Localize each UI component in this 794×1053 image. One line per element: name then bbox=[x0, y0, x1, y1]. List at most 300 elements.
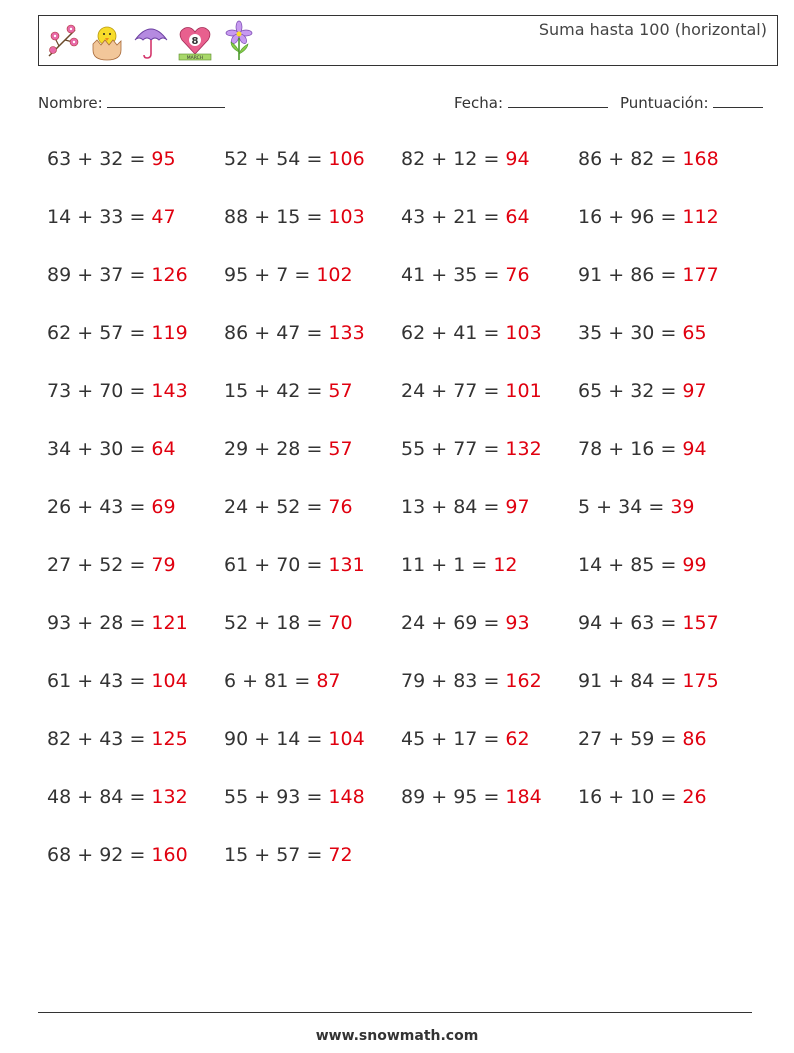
addend-a: 91 bbox=[578, 264, 603, 286]
addend-a: 5 bbox=[578, 496, 591, 518]
equals-sign: = bbox=[306, 612, 323, 634]
equals-sign: = bbox=[660, 438, 677, 460]
addend-a: 24 bbox=[401, 612, 426, 634]
addend-b: 33 bbox=[99, 206, 124, 228]
addend-a: 15 bbox=[224, 380, 249, 402]
addend-a: 6 bbox=[224, 670, 237, 692]
addend-b: 54 bbox=[276, 148, 301, 170]
equals-sign: = bbox=[129, 148, 146, 170]
answer: 104 bbox=[328, 728, 365, 750]
problem-item bbox=[224, 380, 353, 402]
problem-item bbox=[47, 786, 188, 808]
flower-branch-icon bbox=[45, 20, 81, 62]
answer: 112 bbox=[682, 206, 719, 228]
problem-item bbox=[578, 786, 707, 808]
addend-b: 63 bbox=[630, 612, 655, 634]
addend-a: 13 bbox=[401, 496, 426, 518]
equals-sign: = bbox=[660, 670, 677, 692]
chick-in-egg-icon bbox=[89, 20, 125, 62]
addend-b: 77 bbox=[453, 380, 478, 402]
heart-number: 8 bbox=[191, 36, 199, 47]
equals-sign: = bbox=[306, 322, 323, 344]
addend-b: 30 bbox=[630, 322, 655, 344]
plus-sign: + bbox=[431, 148, 448, 170]
problem-item bbox=[578, 670, 719, 692]
addend-b: 30 bbox=[99, 438, 124, 460]
problem-item bbox=[47, 554, 176, 576]
addend-b: 57 bbox=[99, 322, 124, 344]
equals-sign: = bbox=[483, 264, 500, 286]
plus-sign: + bbox=[608, 322, 625, 344]
addend-a: 86 bbox=[224, 322, 249, 344]
addend-b: 82 bbox=[630, 148, 655, 170]
equals-sign: = bbox=[306, 786, 323, 808]
score-line[interactable] bbox=[713, 93, 763, 108]
answer: 64 bbox=[505, 206, 530, 228]
addend-b: 93 bbox=[276, 786, 301, 808]
addend-a: 89 bbox=[47, 264, 72, 286]
header-icons bbox=[45, 20, 257, 64]
addend-a: 65 bbox=[578, 380, 603, 402]
plus-sign: + bbox=[608, 438, 625, 460]
addend-b: 81 bbox=[264, 670, 289, 692]
problem-item bbox=[401, 206, 530, 228]
answer: 76 bbox=[505, 264, 530, 286]
problem-item bbox=[224, 844, 353, 866]
answer: 104 bbox=[151, 670, 188, 692]
answer: 93 bbox=[505, 612, 530, 634]
plus-sign: + bbox=[431, 380, 448, 402]
problem-item bbox=[224, 554, 365, 576]
equals-sign: = bbox=[660, 728, 677, 750]
addend-b: 10 bbox=[630, 786, 655, 808]
addend-b: 43 bbox=[99, 728, 124, 750]
equals-sign: = bbox=[306, 206, 323, 228]
addend-a: 24 bbox=[224, 496, 249, 518]
answer: 103 bbox=[328, 206, 365, 228]
equals-sign: = bbox=[129, 554, 146, 576]
addend-b: 14 bbox=[276, 728, 301, 750]
problem-item bbox=[401, 728, 530, 750]
addend-a: 63 bbox=[47, 148, 72, 170]
date-label: Fecha: bbox=[454, 94, 504, 112]
equals-sign: = bbox=[129, 438, 146, 460]
score-field bbox=[620, 93, 763, 112]
addend-b: 85 bbox=[630, 554, 655, 576]
answer: 119 bbox=[151, 322, 188, 344]
answer: 148 bbox=[328, 786, 365, 808]
problem-item bbox=[47, 844, 188, 866]
plus-sign: + bbox=[77, 380, 94, 402]
answer: 86 bbox=[682, 728, 707, 750]
equals-sign: = bbox=[660, 322, 677, 344]
addend-b: 35 bbox=[453, 264, 478, 286]
answer: 131 bbox=[328, 554, 365, 576]
plus-sign: + bbox=[254, 148, 271, 170]
addend-a: 61 bbox=[224, 554, 249, 576]
answer: 47 bbox=[151, 206, 176, 228]
plus-sign: + bbox=[77, 206, 94, 228]
addend-b: 15 bbox=[276, 206, 301, 228]
plus-sign: + bbox=[431, 438, 448, 460]
addend-a: 91 bbox=[578, 670, 603, 692]
addend-b: 52 bbox=[276, 496, 301, 518]
addend-b: 16 bbox=[630, 438, 655, 460]
addend-b: 83 bbox=[453, 670, 478, 692]
answer: 64 bbox=[151, 438, 176, 460]
answer: 76 bbox=[328, 496, 353, 518]
addend-a: 61 bbox=[47, 670, 72, 692]
plus-sign: + bbox=[77, 554, 94, 576]
addend-a: 16 bbox=[578, 786, 603, 808]
plus-sign: + bbox=[431, 786, 448, 808]
plus-sign: + bbox=[608, 380, 625, 402]
addend-a: 68 bbox=[47, 844, 72, 866]
equals-sign: = bbox=[660, 148, 677, 170]
problem-item bbox=[578, 380, 707, 402]
plus-sign: + bbox=[608, 264, 625, 286]
equals-sign: = bbox=[483, 380, 500, 402]
heart-ribbon: MARCH bbox=[186, 56, 204, 61]
plus-sign: + bbox=[431, 728, 448, 750]
addend-a: 73 bbox=[47, 380, 72, 402]
answer: 69 bbox=[151, 496, 176, 518]
plus-sign: + bbox=[254, 438, 271, 460]
plus-sign: + bbox=[77, 612, 94, 634]
plus-sign: + bbox=[77, 844, 94, 866]
equals-sign: = bbox=[306, 844, 323, 866]
plus-sign: + bbox=[431, 322, 448, 344]
answer: 125 bbox=[151, 728, 188, 750]
answer: 79 bbox=[151, 554, 176, 576]
problem-item bbox=[401, 438, 542, 460]
answer: 102 bbox=[316, 264, 353, 286]
answer: 97 bbox=[682, 380, 707, 402]
plus-sign: + bbox=[608, 786, 625, 808]
addend-b: 77 bbox=[453, 438, 478, 460]
addend-a: 95 bbox=[224, 264, 249, 286]
problem-item bbox=[401, 670, 542, 692]
answer: 106 bbox=[328, 148, 365, 170]
addend-a: 62 bbox=[401, 322, 426, 344]
plus-sign: + bbox=[254, 554, 271, 576]
addend-b: 7 bbox=[276, 264, 289, 286]
plus-sign: + bbox=[77, 438, 94, 460]
answer: 87 bbox=[316, 670, 341, 692]
answer: 57 bbox=[328, 380, 353, 402]
equals-sign: = bbox=[129, 844, 146, 866]
flower-icon bbox=[221, 20, 257, 62]
addend-a: 27 bbox=[47, 554, 72, 576]
plus-sign: + bbox=[77, 728, 94, 750]
plus-sign: + bbox=[254, 728, 271, 750]
addend-a: 89 bbox=[401, 786, 426, 808]
problem-item bbox=[47, 264, 188, 286]
answer: 57 bbox=[328, 438, 353, 460]
addend-b: 84 bbox=[453, 496, 478, 518]
equals-sign: = bbox=[306, 438, 323, 460]
answer: 72 bbox=[328, 844, 353, 866]
addend-b: 95 bbox=[453, 786, 478, 808]
answer: 65 bbox=[682, 322, 707, 344]
name-field bbox=[38, 93, 225, 112]
addend-a: 15 bbox=[224, 844, 249, 866]
addend-a: 78 bbox=[578, 438, 603, 460]
problem-item bbox=[578, 322, 707, 344]
problem-item bbox=[47, 728, 188, 750]
equals-sign: = bbox=[129, 322, 146, 344]
addend-a: 43 bbox=[401, 206, 426, 228]
addend-a: 55 bbox=[401, 438, 426, 460]
equals-sign: = bbox=[306, 148, 323, 170]
plus-sign: + bbox=[608, 612, 625, 634]
addend-b: 12 bbox=[453, 148, 478, 170]
plus-sign: + bbox=[254, 206, 271, 228]
plus-sign: + bbox=[242, 670, 259, 692]
plus-sign: + bbox=[431, 554, 448, 576]
answer: 95 bbox=[151, 148, 176, 170]
answer: 132 bbox=[151, 786, 188, 808]
problem-item bbox=[47, 380, 188, 402]
plus-sign: + bbox=[254, 380, 271, 402]
addend-b: 37 bbox=[99, 264, 124, 286]
addend-b: 52 bbox=[99, 554, 124, 576]
addend-a: 14 bbox=[578, 554, 603, 576]
date-line[interactable] bbox=[508, 93, 608, 108]
plus-sign: + bbox=[77, 786, 94, 808]
equals-sign: = bbox=[129, 496, 146, 518]
addend-b: 1 bbox=[453, 554, 466, 576]
addend-a: 26 bbox=[47, 496, 72, 518]
addend-b: 84 bbox=[630, 670, 655, 692]
addend-a: 88 bbox=[224, 206, 249, 228]
equals-sign: = bbox=[129, 264, 146, 286]
problem-item bbox=[401, 148, 530, 170]
answer: 143 bbox=[151, 380, 188, 402]
addend-b: 59 bbox=[630, 728, 655, 750]
umbrella-icon bbox=[133, 20, 169, 62]
answer: 12 bbox=[493, 554, 518, 576]
equals-sign: = bbox=[129, 206, 146, 228]
equals-sign: = bbox=[660, 612, 677, 634]
plus-sign: + bbox=[77, 264, 94, 286]
addend-b: 41 bbox=[453, 322, 478, 344]
plus-sign: + bbox=[77, 670, 94, 692]
plus-sign: + bbox=[608, 728, 625, 750]
answer: 126 bbox=[151, 264, 188, 286]
problem-item bbox=[224, 148, 365, 170]
plus-sign: + bbox=[431, 264, 448, 286]
page-title: Suma hasta 100 (horizontal) bbox=[538, 20, 767, 39]
addend-b: 32 bbox=[630, 380, 655, 402]
addend-b: 32 bbox=[99, 148, 124, 170]
addend-a: 35 bbox=[578, 322, 603, 344]
equals-sign: = bbox=[660, 786, 677, 808]
answer: 175 bbox=[682, 670, 719, 692]
addend-a: 29 bbox=[224, 438, 249, 460]
equals-sign: = bbox=[660, 264, 677, 286]
plus-sign: + bbox=[77, 148, 94, 170]
problem-item bbox=[224, 496, 353, 518]
addend-b: 70 bbox=[99, 380, 124, 402]
plus-sign: + bbox=[608, 148, 625, 170]
problem-item bbox=[224, 728, 365, 750]
equals-sign: = bbox=[306, 728, 323, 750]
problem-item bbox=[47, 438, 176, 460]
problem-item bbox=[401, 380, 542, 402]
plus-sign: + bbox=[608, 670, 625, 692]
addend-a: 82 bbox=[47, 728, 72, 750]
answer: 103 bbox=[505, 322, 542, 344]
addend-b: 18 bbox=[276, 612, 301, 634]
equals-sign: = bbox=[129, 380, 146, 402]
problem-item bbox=[47, 148, 176, 170]
answer: 94 bbox=[682, 438, 707, 460]
addend-a: 45 bbox=[401, 728, 426, 750]
equals-sign: = bbox=[294, 264, 311, 286]
equals-sign: = bbox=[306, 554, 323, 576]
problem-item bbox=[578, 206, 719, 228]
equals-sign: = bbox=[660, 380, 677, 402]
addend-a: 52 bbox=[224, 612, 249, 634]
problem-item bbox=[401, 322, 542, 344]
problem-item bbox=[401, 612, 530, 634]
addend-b: 42 bbox=[276, 380, 301, 402]
answer: 160 bbox=[151, 844, 188, 866]
problem-item bbox=[224, 322, 365, 344]
problem-item bbox=[578, 554, 707, 576]
problem-item bbox=[578, 728, 707, 750]
problem-item bbox=[224, 438, 353, 460]
equals-sign: = bbox=[483, 322, 500, 344]
equals-sign: = bbox=[306, 496, 323, 518]
plus-sign: + bbox=[254, 844, 271, 866]
plus-sign: + bbox=[77, 322, 94, 344]
problem-item bbox=[578, 264, 719, 286]
addend-b: 43 bbox=[99, 496, 124, 518]
addend-b: 28 bbox=[99, 612, 124, 634]
answer: 39 bbox=[670, 496, 695, 518]
addend-a: 62 bbox=[47, 322, 72, 344]
problem-item bbox=[224, 612, 353, 634]
plus-sign: + bbox=[596, 496, 613, 518]
answer: 121 bbox=[151, 612, 188, 634]
addend-a: 14 bbox=[47, 206, 72, 228]
problem-item bbox=[47, 322, 188, 344]
march-8-heart-icon bbox=[177, 20, 213, 62]
answer: 177 bbox=[682, 264, 719, 286]
footer-site: www.snowmath.com bbox=[315, 1028, 479, 1044]
addend-b: 21 bbox=[453, 206, 478, 228]
addend-b: 47 bbox=[276, 322, 301, 344]
plus-sign: + bbox=[254, 612, 271, 634]
addend-b: 86 bbox=[630, 264, 655, 286]
addend-a: 94 bbox=[578, 612, 603, 634]
plus-sign: + bbox=[254, 264, 271, 286]
equals-sign: = bbox=[483, 206, 500, 228]
answer: 133 bbox=[328, 322, 365, 344]
equals-sign: = bbox=[660, 554, 677, 576]
plus-sign: + bbox=[608, 554, 625, 576]
answer: 26 bbox=[682, 786, 707, 808]
equals-sign: = bbox=[483, 438, 500, 460]
plus-sign: + bbox=[254, 322, 271, 344]
addend-b: 28 bbox=[276, 438, 301, 460]
addend-b: 17 bbox=[453, 728, 478, 750]
answer: 132 bbox=[505, 438, 542, 460]
equals-sign: = bbox=[129, 612, 146, 634]
equals-sign: = bbox=[471, 554, 488, 576]
addend-a: 55 bbox=[224, 786, 249, 808]
addend-a: 82 bbox=[401, 148, 426, 170]
addend-b: 92 bbox=[99, 844, 124, 866]
plus-sign: + bbox=[77, 496, 94, 518]
answer: 184 bbox=[505, 786, 542, 808]
addend-a: 93 bbox=[47, 612, 72, 634]
problem-item bbox=[47, 612, 188, 634]
name-line[interactable] bbox=[107, 93, 225, 108]
problem-item bbox=[401, 264, 530, 286]
equals-sign: = bbox=[306, 380, 323, 402]
addend-a: 24 bbox=[401, 380, 426, 402]
equals-sign: = bbox=[648, 496, 665, 518]
addend-a: 34 bbox=[47, 438, 72, 460]
problem-item bbox=[224, 786, 365, 808]
problem-item bbox=[401, 554, 518, 576]
score-label: Puntuación: bbox=[620, 94, 709, 112]
problem-item bbox=[47, 496, 176, 518]
addend-b: 84 bbox=[99, 786, 124, 808]
addend-b: 70 bbox=[276, 554, 301, 576]
equals-sign: = bbox=[129, 728, 146, 750]
addend-a: 11 bbox=[401, 554, 426, 576]
plus-sign: + bbox=[431, 206, 448, 228]
plus-sign: + bbox=[431, 670, 448, 692]
answer: 97 bbox=[505, 496, 530, 518]
equals-sign: = bbox=[660, 206, 677, 228]
addend-b: 69 bbox=[453, 612, 478, 634]
addend-b: 34 bbox=[618, 496, 643, 518]
problem-item bbox=[578, 496, 695, 518]
equals-sign: = bbox=[294, 670, 311, 692]
equals-sign: = bbox=[483, 612, 500, 634]
equals-sign: = bbox=[129, 670, 146, 692]
answer: 99 bbox=[682, 554, 707, 576]
header-box bbox=[38, 15, 778, 66]
addend-a: 41 bbox=[401, 264, 426, 286]
answer: 101 bbox=[505, 380, 542, 402]
plus-sign: + bbox=[254, 496, 271, 518]
equals-sign: = bbox=[483, 786, 500, 808]
plus-sign: + bbox=[608, 206, 625, 228]
plus-sign: + bbox=[431, 496, 448, 518]
addend-b: 57 bbox=[276, 844, 301, 866]
addend-a: 52 bbox=[224, 148, 249, 170]
addend-a: 48 bbox=[47, 786, 72, 808]
plus-sign: + bbox=[431, 612, 448, 634]
addend-a: 90 bbox=[224, 728, 249, 750]
answer: 162 bbox=[505, 670, 542, 692]
answer: 157 bbox=[682, 612, 719, 634]
equals-sign: = bbox=[483, 670, 500, 692]
answer: 62 bbox=[505, 728, 530, 750]
addend-a: 86 bbox=[578, 148, 603, 170]
equals-sign: = bbox=[129, 786, 146, 808]
addend-a: 16 bbox=[578, 206, 603, 228]
problem-item bbox=[401, 496, 530, 518]
answer: 94 bbox=[505, 148, 530, 170]
problem-item bbox=[224, 264, 353, 286]
